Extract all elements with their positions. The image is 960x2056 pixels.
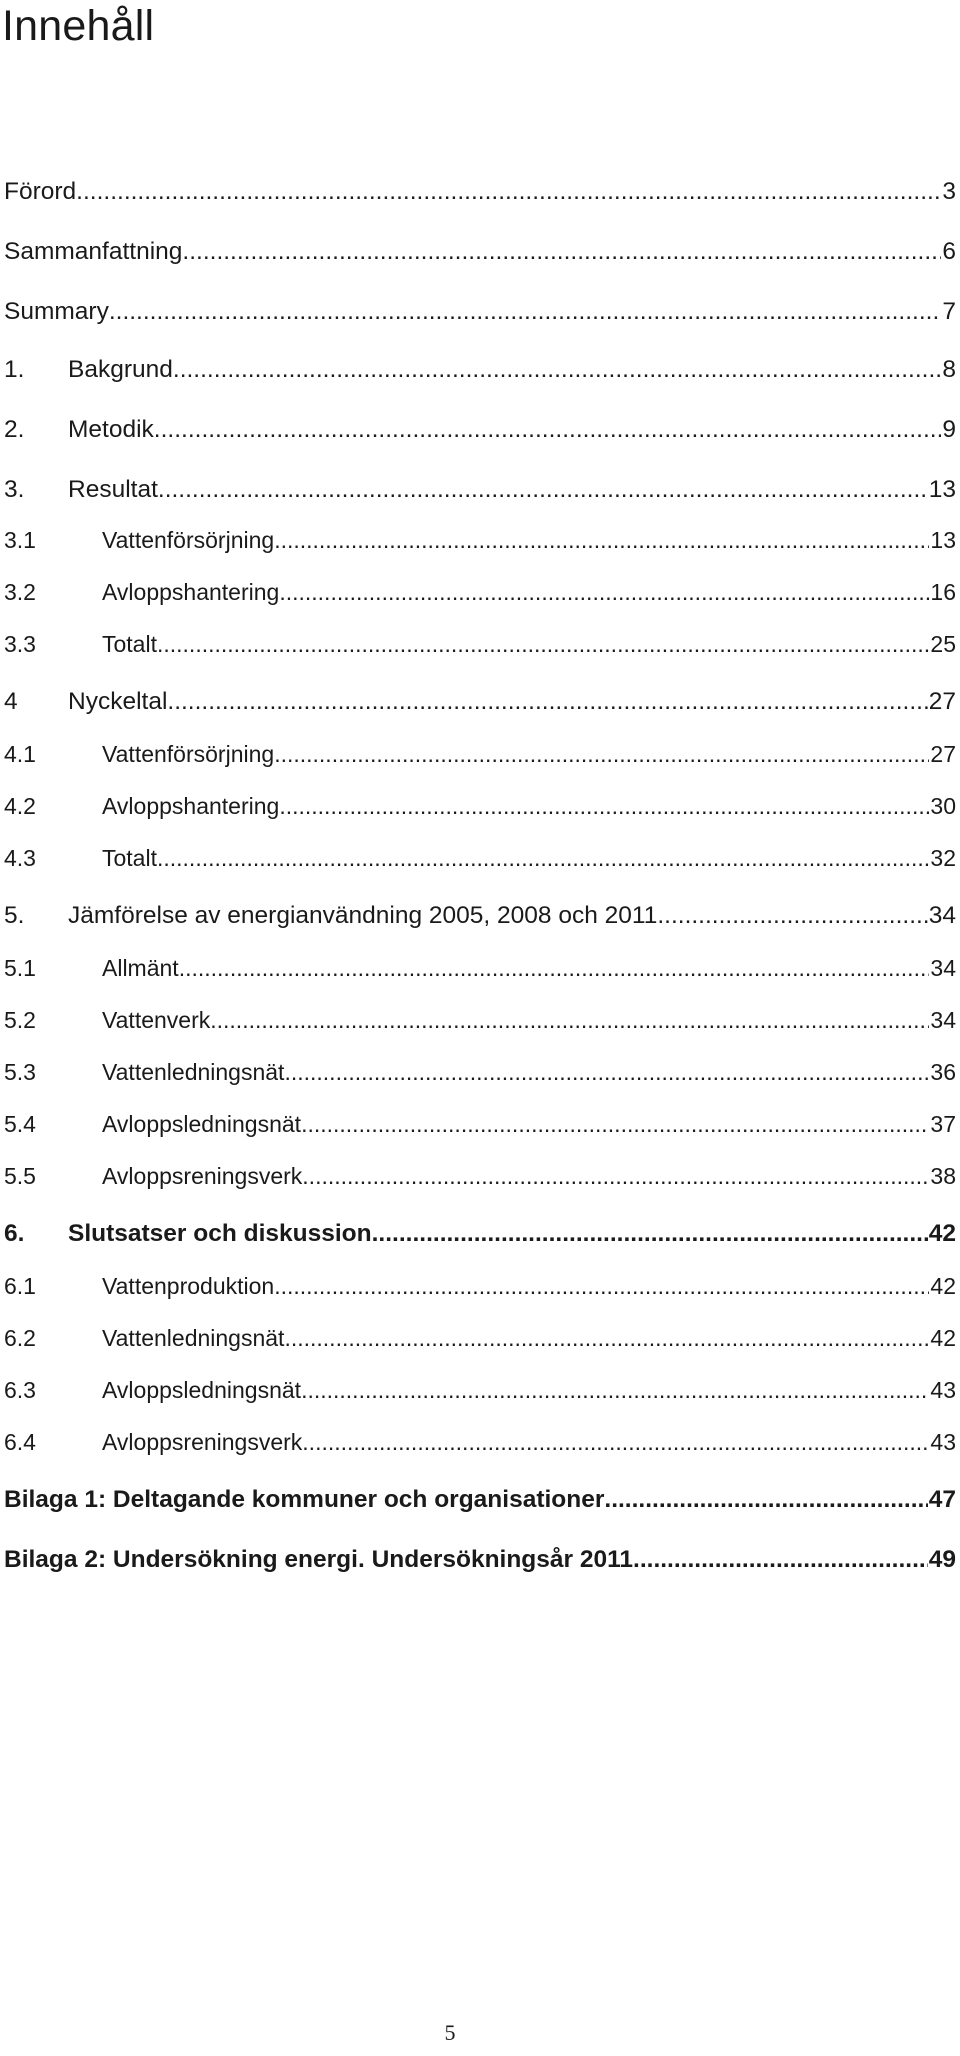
- toc-entry[interactable]: [4, 176, 956, 208]
- toc-entry[interactable]: [4, 628, 956, 660]
- page-title: Innehåll: [2, 2, 155, 50]
- toc-entry-page: 34: [928, 902, 956, 929]
- toc-entry-number: 4: [4, 688, 18, 715]
- toc-entry-number: 5.5: [4, 1163, 36, 1189]
- toc-entry-page: 36: [930, 1059, 956, 1085]
- toc-entry-label: Vattenverk: [102, 1007, 211, 1033]
- toc-dot-leader: [154, 414, 942, 446]
- toc-entry[interactable]: [4, 790, 956, 822]
- toc-entry[interactable]: [4, 1322, 956, 1354]
- toc-entry-page: 27: [930, 741, 956, 767]
- toc-entry-number: 5.4: [4, 1111, 36, 1137]
- toc-dot-leader: [657, 900, 927, 932]
- toc-entry[interactable]: [4, 738, 956, 770]
- toc-entry-page: 13: [930, 527, 956, 553]
- toc-entry-label: Vattenledningsnät: [102, 1059, 285, 1085]
- toc-entry-page: 3: [942, 178, 956, 205]
- toc-entry-page: 13: [928, 476, 956, 503]
- toc-entry-number: 6.1: [4, 1273, 36, 1299]
- toc-entry-number: 3.3: [4, 631, 36, 657]
- toc-dot-leader: [284, 1322, 929, 1354]
- toc-entry[interactable]: [4, 900, 956, 932]
- toc-entry[interactable]: [4, 524, 956, 556]
- page-number: 5: [444, 2020, 456, 2045]
- toc-entry-page: 43: [930, 1377, 956, 1403]
- toc-entry-label: Avloppsledningsnät: [102, 1377, 302, 1403]
- toc-entry[interactable]: [4, 1374, 956, 1406]
- toc-entry-page: 34: [930, 1007, 956, 1033]
- toc-entry[interactable]: [4, 1544, 956, 1576]
- toc-entry-label: Bilaga 2: Undersökning energi. Undersökningsår 2011.: [4, 1546, 640, 1573]
- toc-entry-number: 3.: [4, 476, 25, 503]
- toc-entry-number: 6.3: [4, 1377, 36, 1403]
- toc-entry-page: 6: [942, 238, 956, 265]
- toc-entry-number: 2.: [4, 416, 25, 443]
- toc-dot-leader: [167, 686, 927, 718]
- toc-dot-leader: [279, 790, 929, 822]
- toc-entry-label: Resultat: [68, 476, 158, 503]
- toc-entry-page: 7: [942, 298, 956, 325]
- toc-dot-leader: [173, 354, 941, 386]
- toc-entry-number: 5.: [4, 902, 25, 929]
- toc-entry-page: 47: [928, 1486, 956, 1513]
- toc-entry-page: 38: [930, 1163, 956, 1189]
- toc-entry-label: Avloppsreningsverk: [102, 1163, 303, 1189]
- toc-dot-leader: [284, 1056, 929, 1088]
- toc-entry-label: Sammanfattning: [4, 238, 183, 265]
- toc-entry-label: Avloppshantering: [102, 793, 280, 819]
- toc-entry-label: Allmänt: [102, 955, 179, 981]
- toc-entry-number: 6.4: [4, 1429, 36, 1455]
- toc-entry-page: 16: [930, 579, 956, 605]
- toc-entry-label: Totalt: [102, 845, 157, 871]
- toc-dot-leader: [279, 576, 929, 608]
- toc-entry-page: 32: [930, 845, 956, 871]
- toc-entry-number: 1.: [4, 356, 25, 383]
- toc-entry[interactable]: [4, 1004, 956, 1036]
- toc-entry[interactable]: [4, 474, 956, 506]
- toc-entry[interactable]: [4, 1426, 956, 1458]
- toc-entry-label: Bilaga 1: Deltagande kommuner och organisationer: [4, 1486, 605, 1513]
- toc-entry[interactable]: [4, 296, 956, 328]
- toc-entry-number: 3.1: [4, 527, 36, 553]
- toc-dot-leader: [158, 474, 928, 506]
- toc-dot-leader: [179, 952, 930, 984]
- toc-entry[interactable]: [4, 1056, 956, 1088]
- toc-dot-leader: [157, 842, 929, 874]
- toc-dot-leader: [640, 1544, 928, 1576]
- toc-entry-page: 49: [928, 1546, 956, 1573]
- toc-dot-leader: [182, 236, 941, 268]
- toc-entry[interactable]: [4, 414, 956, 446]
- toc-entry[interactable]: [4, 1160, 956, 1192]
- toc-dot-leader: [302, 1160, 929, 1192]
- toc-entry-number: 5.3: [4, 1059, 36, 1085]
- toc-entry-label: Totalt: [102, 631, 157, 657]
- toc-entry-label: Bakgrund: [68, 356, 173, 383]
- toc-dot-leader: [301, 1374, 929, 1406]
- toc-entry-page: 25: [930, 631, 956, 657]
- toc-entry-label: Vattenproduktion: [102, 1273, 275, 1299]
- toc-entry-page: 37: [930, 1111, 956, 1137]
- toc-entry[interactable]: [4, 576, 956, 608]
- toc-entry-page: 42: [930, 1325, 956, 1351]
- toc-entry-number: 4.2: [4, 793, 36, 819]
- toc-entry-page: 43: [930, 1429, 956, 1455]
- toc-dot-leader: [274, 524, 929, 556]
- toc-entry[interactable]: [4, 842, 956, 874]
- toc-dot-leader: [210, 1004, 929, 1036]
- toc-dot-leader: [372, 1218, 928, 1250]
- toc-dot-leader: [76, 176, 941, 208]
- toc-entry[interactable]: [4, 952, 956, 984]
- toc-entry[interactable]: [4, 1108, 956, 1140]
- toc-entry-number: 5.1: [4, 955, 36, 981]
- toc-entry[interactable]: [4, 686, 956, 718]
- toc-entry-page: 8: [942, 356, 956, 383]
- toc-entry[interactable]: [4, 1484, 956, 1516]
- toc-entry-number: 3.2: [4, 579, 36, 605]
- toc-dot-leader: [109, 296, 942, 328]
- toc-entry-label: Jämförelse av energianvändning 2005, 2008 och 2011: [68, 902, 658, 929]
- toc-entry-label: Vattenförsörjning: [102, 527, 275, 553]
- toc-entry-label: Slutsatser och diskussion: [68, 1220, 372, 1247]
- toc-dot-leader: [157, 628, 929, 660]
- toc-entry[interactable]: [4, 354, 956, 386]
- toc-entry-number: 4.1: [4, 741, 36, 767]
- toc-entry-label: Avloppshantering: [102, 579, 280, 605]
- toc-entry-number: 6.: [4, 1220, 25, 1247]
- toc-entry-page: 9: [942, 416, 956, 443]
- toc-entry[interactable]: [4, 1270, 956, 1302]
- toc-entry[interactable]: [4, 1218, 956, 1250]
- toc-entry-label: Avloppsreningsverk: [102, 1429, 303, 1455]
- toc-entry-label: Nyckeltal: [68, 688, 168, 715]
- toc-dot-leader: [604, 1484, 927, 1516]
- toc-entry-page: 30: [930, 793, 956, 819]
- toc-entry-page: 42: [928, 1220, 956, 1247]
- toc-entry-number: 6.2: [4, 1325, 36, 1351]
- toc-entry-label: Metodik: [68, 416, 154, 443]
- toc-entry[interactable]: [4, 236, 956, 268]
- toc-dot-leader: [301, 1108, 929, 1140]
- toc-dot-leader: [274, 1270, 929, 1302]
- toc-entry-label: Summary: [4, 298, 109, 325]
- toc-entry-number: 4.3: [4, 845, 36, 871]
- toc-dot-leader: [302, 1426, 929, 1458]
- toc-entry-label: Avloppsledningsnät: [102, 1111, 302, 1137]
- toc-entry-number: 5.2: [4, 1007, 36, 1033]
- toc-entry-page: 27: [928, 688, 956, 715]
- toc-dot-leader: [274, 738, 929, 770]
- toc-entry-label: Förord: [4, 178, 77, 205]
- toc-entry-label: Vattenledningsnät: [102, 1325, 285, 1351]
- toc-entry-label: Vattenförsörjning: [102, 741, 275, 767]
- toc-entry-page: 42: [930, 1273, 956, 1299]
- toc-entry-page: 34: [930, 955, 956, 981]
